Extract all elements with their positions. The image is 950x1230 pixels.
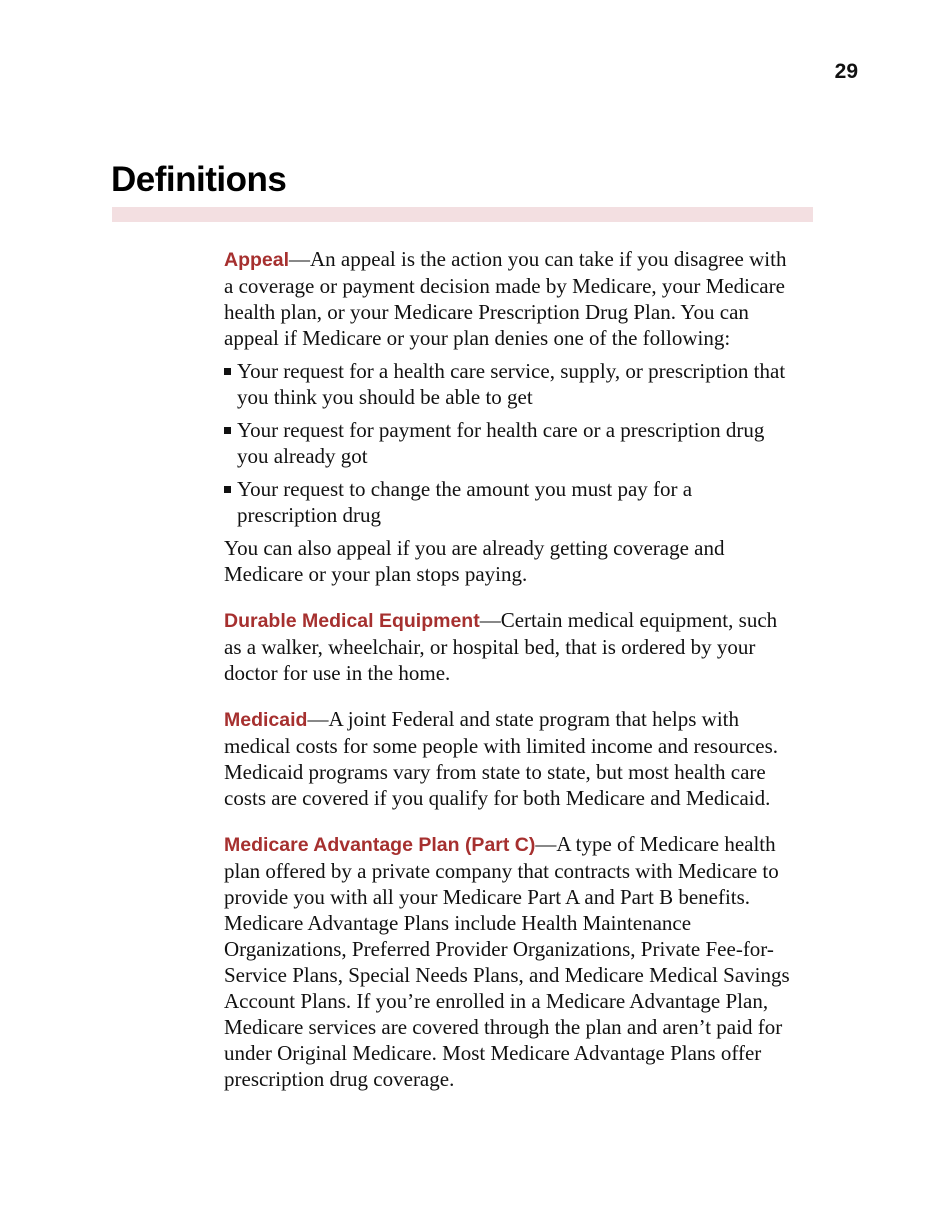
definition-term: Medicaid xyxy=(224,709,308,731)
definitions-list xyxy=(224,246,790,1112)
definition-text: —A joint Federal and state program that helps with medical costs for some people with limited income and resources. Medicaid programs vary from state to state, but most health care costs are covered if you qualify for both Medicare and Medicaid. xyxy=(224,707,779,810)
definition-paragraph xyxy=(224,607,790,686)
list-item: Your request to change the amount you must pay for a prescription drug xyxy=(224,476,790,528)
definition-term: Medicare Advantage Plan (Part C) xyxy=(224,834,536,856)
list-item: Your request for a health care service, supply, or prescription that you think you should be able to get xyxy=(224,358,790,410)
list-item: Your request for payment for health care or a prescription drug you already got xyxy=(224,417,790,469)
definition-text: —Certain medical equipment, such as a walker, wheelchair, or hospital bed, that is ordered by your doctor for use in the home. xyxy=(224,608,778,685)
definition-paragraph xyxy=(224,706,790,811)
definition-appeal xyxy=(224,246,790,587)
definition-text: —An appeal is the action you can take if you disagree with a coverage or payment decision made by Medicare, your Medicare health plan, or your Medicare Prescription Drug Plan. You can appeal if Medicare or your plan denies one of the following: xyxy=(224,247,787,350)
page-title: Definitions xyxy=(111,160,287,199)
definition-paragraph xyxy=(224,831,790,1092)
definition-term: Durable Medical Equipment xyxy=(224,610,480,632)
page-number: 29 xyxy=(834,60,858,83)
title-divider xyxy=(112,207,813,222)
definition-medicaid xyxy=(224,706,790,811)
definition-followup: You can also appeal if you are already getting coverage and Medicare or your plan stops paying. xyxy=(224,536,725,586)
definition-medicare-advantage-plan xyxy=(224,831,790,1092)
definition-term: Appeal xyxy=(224,249,290,271)
definition-durable-medical-equipment xyxy=(224,607,790,686)
definition-text: —A type of Medicare health plan offered by a private company that contracts with Medicare to provide you with all your Medicare Part A and Part B benefits. Medicare Advantage Plans include Health Maintenance Organizations, Preferred Provider Organizations, Private Fee-for-Service Plans, Special Needs Plans, and Medicare Medical Savings Account Plans. If you’re enrolled in a Medicare Advantage Plan, Medicare services are covered through the plan and aren’t paid for under Original Medicare. Most Medicare Advantage Plans offer prescription drug coverage. xyxy=(224,832,790,1091)
definition-paragraph xyxy=(224,246,790,351)
appeal-bullet-list xyxy=(224,358,790,528)
